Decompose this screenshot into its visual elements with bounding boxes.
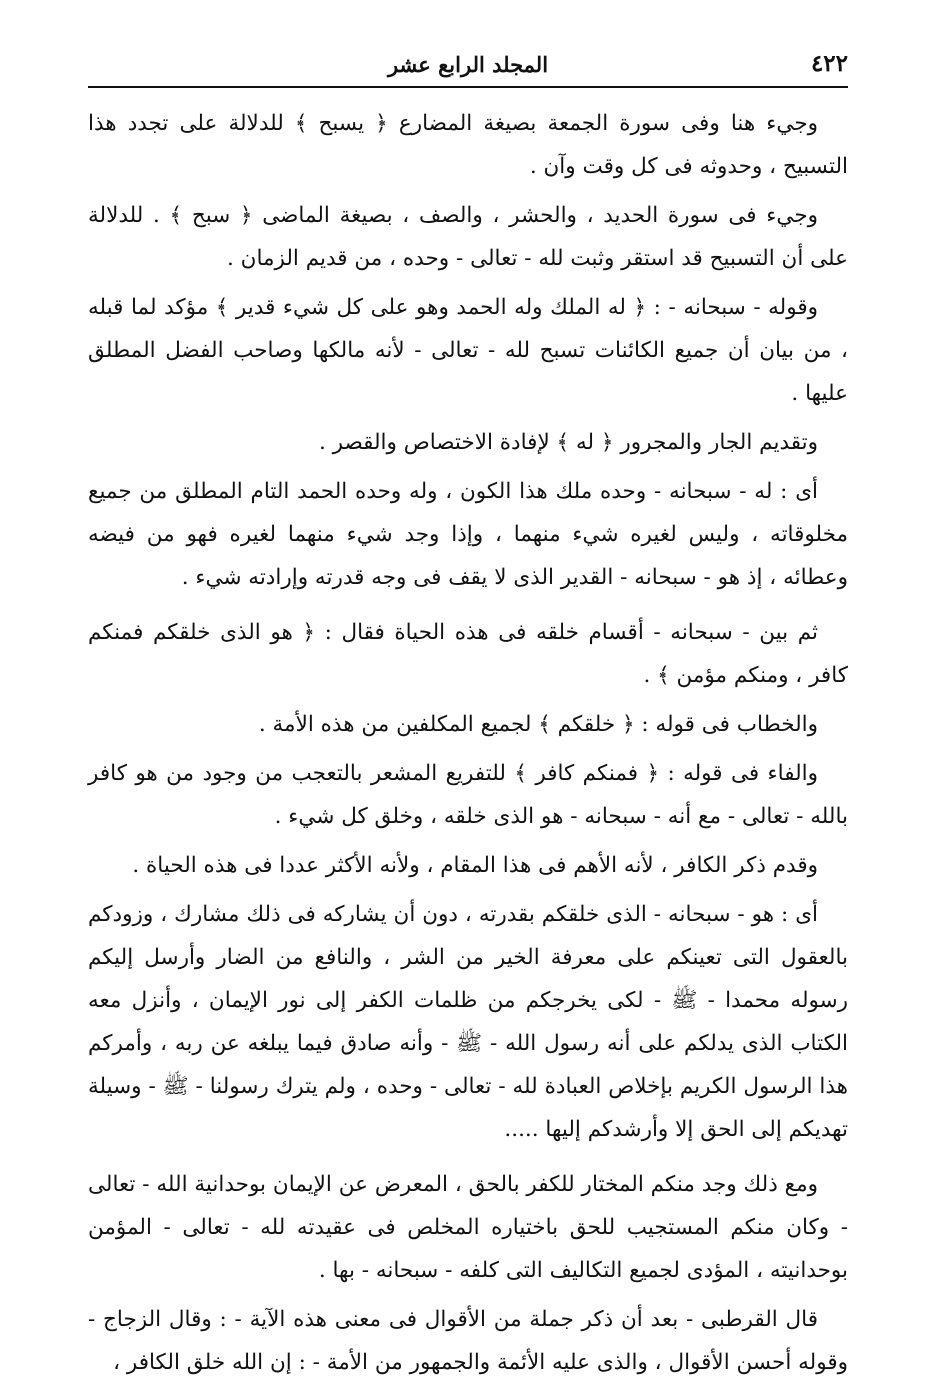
paragraph: ومع ذلك وجد منكم المختار للكفر بالحق ، المعرض عن الإيمان بوحدانية الله - تعالى - وكان منكم المستجيب للحق باختياره المخلص فى عقيدته لله - تعالى - المؤمن بوحدانيته ، المؤدى لجميع التكاليف التى كلفه - سبحانه - بها . xyxy=(88,1172,848,1283)
volume-title: المجلد الرابع عشر xyxy=(387,52,549,77)
paragraph: وجيء فى سورة الحديد ، والحشر ، والصف ، بصيغة الماضى ﴿ سبح ﴾ . للدلالة على أن التسبيح قد استقر وثبت لله - تعالى - وحده ، من قديم الزمان . xyxy=(88,203,848,271)
paragraph: أى : له - سبحانه - وحده ملك هذا الكون ، وله وحده الحمد التام المطلق من جميع مخلوقاته ، وليس لغيره شيء منهما ، وإذا وجد شيء منهما لغيره فهو من فيضه وعطائه ، إذ هو - سبحانه - القدير الذى لا يقف فى وجه قدرته وإرادته شيء . xyxy=(88,479,848,590)
paragraph: قال القرطبى - بعد أن ذكر جملة من الأقوال فى معنى هذه الآية - : وقال الزجاج - وقوله أحسن الأقوال ، والذى عليه الأئمة والجمهور من الأمة - : إن الله خلق الكافر ، xyxy=(88,1307,848,1375)
paragraph: وقدم ذكر الكافر ، لأنه الأهم فى هذا المقام ، ولأنه الأكثر عددا فى هذه الحياة . xyxy=(132,853,818,878)
paragraph: والفاء فى قوله : ﴿ فمنكم كافر ﴾ للتفريع المشعر بالتعجب من وجود من هو كافر بالله - تعالى - مع أنه - سبحانه - هو الذى خلقه ، وخلق كل شيء . xyxy=(88,761,848,829)
paragraph: وجيء هنا وفى سورة الجمعة بصيغة المضارع ﴿ يسبح ﴾ للدلالة على تجدد هذا التسبيح ، وحدوثه فى كل وقت وآن . xyxy=(88,111,848,179)
page-number: ٤٢٢ xyxy=(810,50,848,77)
page-body xyxy=(88,102,848,1384)
book-page xyxy=(88,40,849,1375)
paragraph: والخطاب فى قوله : ﴿ خلقكم ﴾ لجميع المكلفين من هذه الأمة . xyxy=(258,712,818,737)
paragraph: وقوله - سبحانه - : ﴿ له الملك وله الحمد وهو على كل شيء قدير ﴾ مؤكد لما قبله ، من بيان أن جميع الكائنات تسبح لله - تعالى - لأنه مالكها وصاحب الفضل المطلق عليها . xyxy=(88,295,848,406)
paragraph: أى : هو - سبحانه - الذى خلقكم بقدرته ، دون أن يشاركه فى ذلك مشارك ، وزودكم بالعقول التى تعينكم على معرفة الخير من الشر ، والنافع من الضار وأرسل إليكم رسوله محمدا - ﷺ - لكى يخرجكم من ظلمات الكفر إلى نور الإيمان ، وأنزل معه الكتاب الذى يدلكم على أنه رسول الله - ﷺ - وأنه صادق فيما يبلغه عن ربه ، وأمركم هذا الرسول الكريم بإخلاص العبادة لله - تعالى - وحده ، ولم يترك رسولنا - ﷺ - وسيلة تهديكم إلى الحق إلا وأرشدكم إليها ..... xyxy=(88,902,849,1142)
paragraph: وتقديم الجار والمجرور ﴿ له ﴾ لإفادة الاختصاص والقصر . xyxy=(318,430,818,455)
paragraph: ثم بين - سبحانه - أقسام خلقه فى هذه الحياة فقال : ﴿ هو الذى خلقكم فمنكم كافر ، ومنكم مؤمن ﴾ . xyxy=(88,620,848,688)
page-header xyxy=(88,40,848,88)
